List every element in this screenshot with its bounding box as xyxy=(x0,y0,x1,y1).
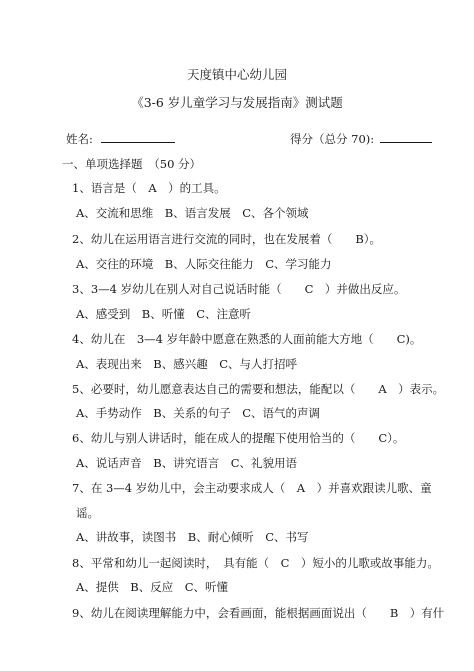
question-2-stem: 2、幼儿在运用语言进行交流的同时，也在发展着（ B）。 xyxy=(72,232,382,246)
question-9-stem: 9、幼儿在阅读理解能力中，会看画面，能根据画面说出（ B ）有什 xyxy=(72,606,445,620)
exam-title: 《3-6 岁儿童学习与发展指南》测试题 xyxy=(131,95,343,110)
question-1-options: A、交流和思维 B、语言发展 C、各个领域 xyxy=(76,206,309,220)
name-field xyxy=(66,131,175,146)
score-field xyxy=(290,131,432,146)
name-label: 姓名: xyxy=(66,132,93,146)
score-blank xyxy=(380,131,432,143)
question-2-options: A、交往的环境 B、人际交往能力 C、学习能力 xyxy=(76,257,332,271)
question-7-stem-continued: 谣。 xyxy=(76,506,99,520)
question-8-stem: 8、平常和幼儿一起阅读时， 具有能（ C ）短小的儿歌或故事能力。 xyxy=(72,556,439,570)
question-5-stem: 5、必要时，幼儿愿意表达自己的需要和想法，能配以（ A ）表示。 xyxy=(72,382,445,396)
question-3-options: A、感受到 B、听懂 C、注意听 xyxy=(76,307,252,321)
section-title: 一、单项选择题 （50 分） xyxy=(62,157,202,171)
question-5-options: A、手势动作 B、关系的句子 C、语气的声调 xyxy=(76,406,321,420)
question-6-stem: 6、幼儿与别人讲话时，能在成人的提醒下使用恰当的（ C）。 xyxy=(72,431,405,445)
school-name: 天度镇中心幼儿园 xyxy=(186,67,287,82)
question-7-stem: 7、在 3—4 岁幼儿中，会主动要求成人（ A ）并喜欢跟读儿歌、童 xyxy=(72,481,432,495)
question-4-options: A、表现出来 B、感兴趣 C、与人打招呼 xyxy=(76,357,298,371)
name-blank xyxy=(101,131,175,143)
question-1-stem: 1、语言是（ A ）的工具。 xyxy=(72,181,226,195)
question-8-options: A、提供 B、反应 C、听懂 xyxy=(76,580,229,594)
question-3-stem: 3、3—4 岁幼儿在别人对自己说话时能（ C ）并做出反应。 xyxy=(72,282,406,296)
question-4-stem: 4、幼儿在 3—4 岁年龄中愿意在熟悉的人面前能大方地（ C)。 xyxy=(72,332,422,346)
question-6-options: A、说话声音 B、讲究语言 C、礼貌用语 xyxy=(76,456,298,470)
score-label: 得分（总分 70): xyxy=(290,132,375,146)
question-7-options: A、讲故事，读图书 B、耐心倾听 C、书写 xyxy=(76,530,309,544)
